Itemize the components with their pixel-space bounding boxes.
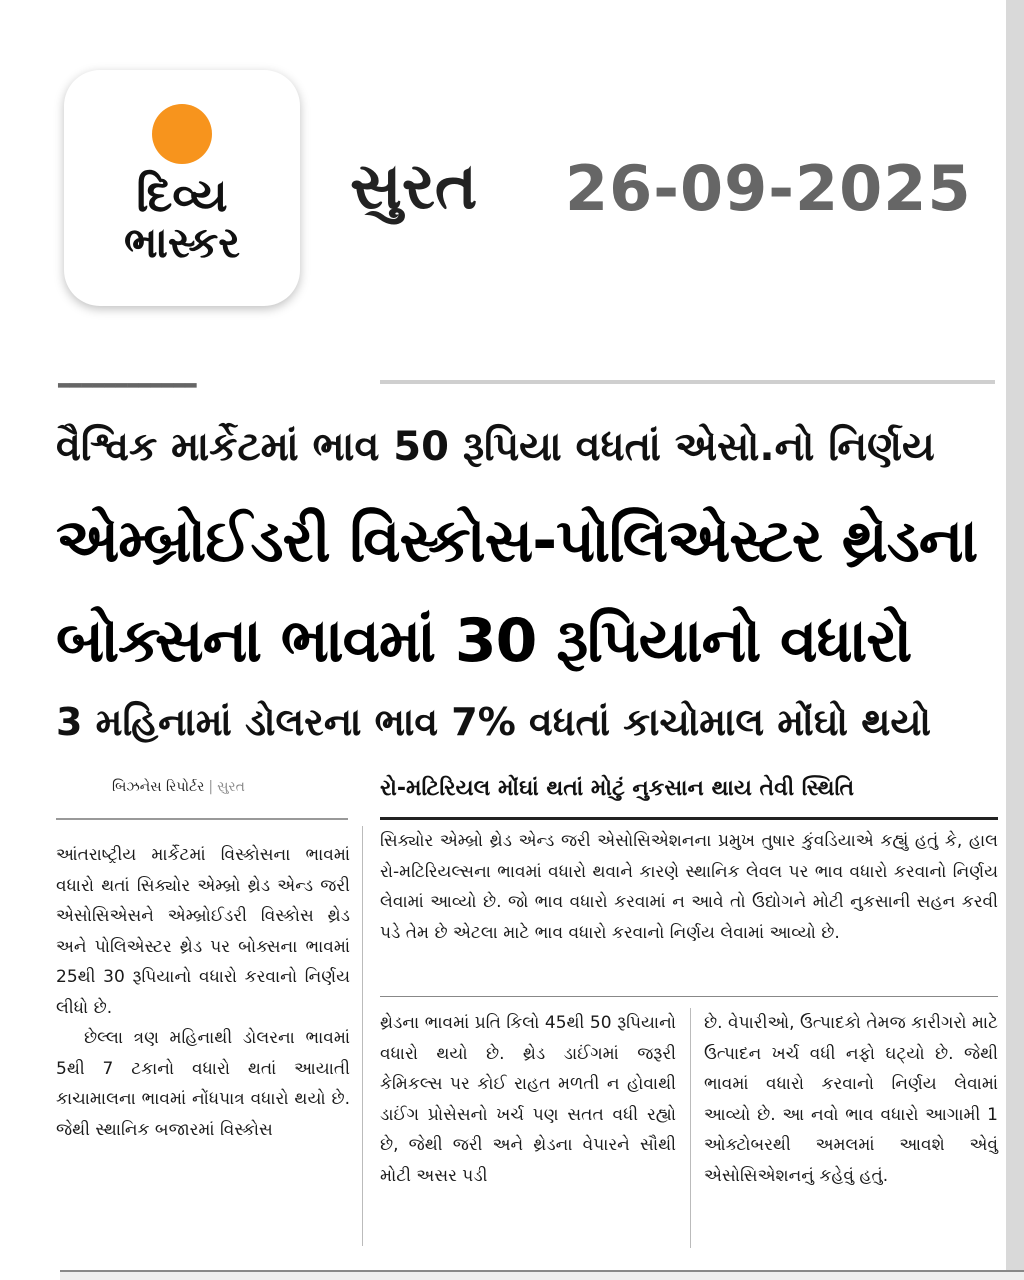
logo-text-line2: ભાસ્કર xyxy=(123,218,241,267)
headline-line-2: બોક્સના ભાવમાં 30 રૂપિયાનો વધારો xyxy=(56,606,912,676)
clipped-previous-text: ▂▂▂▂▂▂▂▂▂▂▂▂ xyxy=(58,370,197,388)
column-divider-2 xyxy=(690,1008,691,1248)
edition-date: 26-09-2025 xyxy=(565,152,972,225)
right-frame-border xyxy=(1006,0,1024,1280)
bottom-frame-border xyxy=(60,1270,1024,1280)
right-column: છે. વેપારીઓ, ઉત્પાદકો તેમજ કારીગરો માટે ઉત્પાદન ખર્ચ વધી નફો ઘટ્યો છે. જેથી ભાવમાં વધારો કરવાનો નિર્ણય લેવામાં આવ્યો છે. આ નવો ભાવ વધારો આગામી 1 ઓક્ટોબરથી અમલમાં આવશે એવું એસોસિએશનનું કહેવું હતું. xyxy=(704,1013,998,1186)
divya-bhaskar-logo xyxy=(64,70,300,306)
side-heading: રો-મટિરિયલ મોંઘાં થતાં મોટું નુકસાન થાય તેવી સ્થિતિ xyxy=(380,776,855,801)
middle-column: થ્રેડના ભાવમાં પ્રતિ કિલો 45થી 50 રૂપિયાનો વધારો થયો છે. થ્રેડ ડાઈંગમાં જરૂરી કેમિકલ્સ પર કોઈ રાહત મળતી ન હોવાથી ડાઈંગ પ્રોસેસનો ખર્ચ પણ સતત વધી રહ્યો છે, જેથી જરી અને થ્રેડના વેપારને સૌથી મોટી અસર પડી xyxy=(380,1013,676,1186)
left-paragraph-2: છેલ્લા ત્રણ મહિનાથી ડોલરના ભાવમાં 5થી 7 ટકાનો વધારો થતાં આયાતી કાચામાલના ભાવમાં નોંધપાત્ર વધારો થયો છે. જેથી સ્થાનિક બજારમાં વિસ્કોસ xyxy=(56,1028,350,1140)
byline-reporter: બિઝનેસ રિપોર્ટર xyxy=(112,779,205,795)
byline-divider xyxy=(56,818,348,820)
article-subhead: 3 મહિનામાં ડોલરના ભાવ 7% વધતાં કાચોમાલ મોંઘો થયો xyxy=(56,700,932,744)
side-intro-divider xyxy=(380,996,998,997)
byline xyxy=(112,779,245,795)
edition-city: સુરત xyxy=(350,150,478,224)
left-paragraph-1: આંતરાષ્ટ્રીય માર્કેટમાં વિસ્કોસના ભાવમાં વધારો થતાં સિક્યોર એમ્બ્રો થ્રેડ એન્ડ જરી એસોસિએસને એમ્બ્રોઈડરી વિસ્કોસ થ્રેડ અને પોલિએસ્ટર થ્રેડ પર બોક્સના ભાવમાં 25થી 30 રૂપિયાનો વધારો કરવાનો નિર્ણય લીધો છે. xyxy=(56,845,350,1018)
top-divider xyxy=(380,380,995,384)
side-heading-rule xyxy=(380,817,998,820)
byline-separator: | xyxy=(208,779,214,795)
column-divider xyxy=(362,826,363,1246)
sun-logo-icon xyxy=(152,104,212,164)
headline-line-1: એમ્બ્રોઈડરી વિસ્કોસ-પોલિએસ્ટર થ્રેડના xyxy=(56,506,978,576)
side-intro-paragraph: સિક્યોર એમ્બ્રો થ્રેડ એન્ડ જરી એસોસિએશનના પ્રમુખ તુષાર કુંવડિયાએ કહ્યું હતું કે, હાલ રો-મટિરિયલ્સના ભાવમાં વધારો થવાને કારણે સ્થાનિક લેવલ પર ભાવ વધારો કરવાનો નિર્ણય લેવામાં આવ્યો છે. જો ભાવ વધારો કરવામાં ન આવે તો ઉદ્યોગને મોટી નુકસાની સહન કરવી પડે તેમ છે એટલા માટે ભાવ વધારો કરવાનો નિર્ણય લેવામાં આવ્યો છે. xyxy=(380,831,998,943)
article-kicker: વૈશ્વિક માર્કેટમાં ભાવ 50 રૂપિયા વધતાં એસો.નો નિર્ણય xyxy=(56,424,935,470)
byline-place: સુરત xyxy=(217,779,245,795)
left-column xyxy=(56,840,350,1145)
logo-text-line1: દિવ્ય xyxy=(136,168,228,222)
